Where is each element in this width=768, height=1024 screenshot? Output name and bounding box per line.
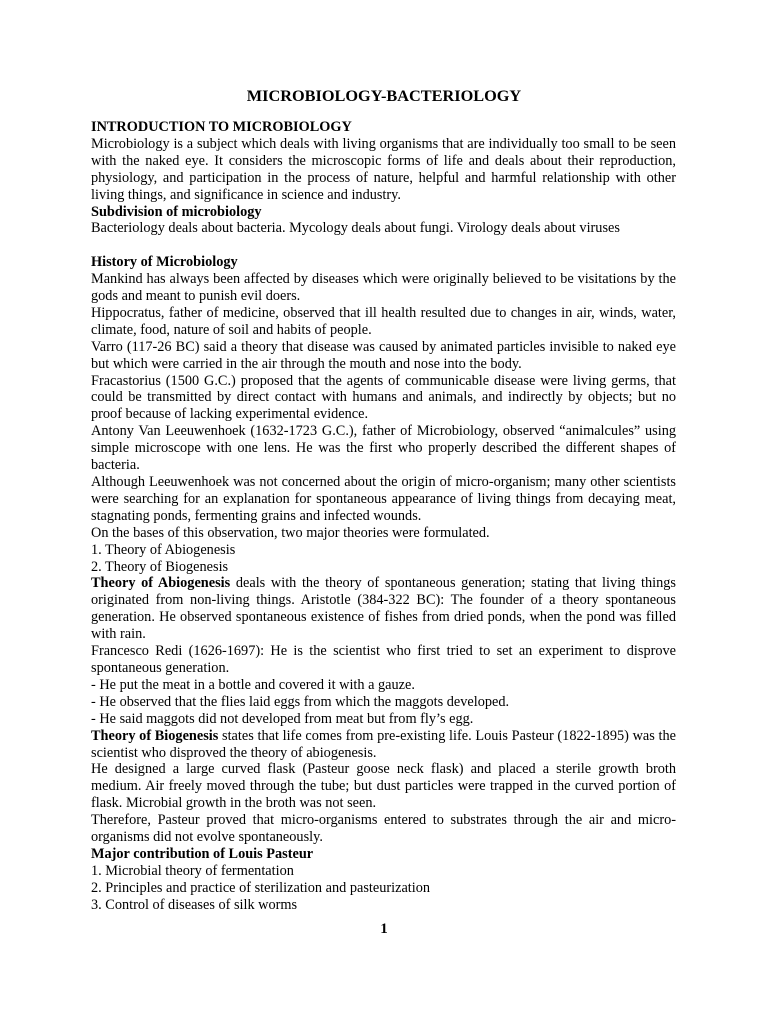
redi-step: - He put the meat in a bottle and covered it with a gauze. [91,676,415,693]
history-paragraph-theories: On the bases of this observation, two major theories were formulated. [91,524,490,541]
biogenesis-text: states that life comes from pre-existing life. Louis Pasteur (1822-1895) was the scientist who disproved the theory of abiogenesis. [91,727,676,761]
page-number: 1 [380,921,388,937]
subdivision-paragraph: Bacteriology deals about bacteria. Mycology deals about fungi. Virology deals about viruses [91,220,620,237]
biogenesis-term: Theory of Biogenesis [91,727,219,744]
history-paragraph-origin: Although Leeuwenhoek was not concerned about the origin of micro-organism; many other scientists were searching for an explanation for spontaneous appearance of living things from decaying meat, stagnating ponds, fermenting grains and infected wounds. [91,474,676,524]
abiogenesis-paragraph [91,575,676,643]
subdivision-heading: Subdivision of microbiology [91,203,262,220]
history-paragraph-hippocratus: Hippocratus, father of medicine, observed that ill health resulted due to changes in air, winds, water, climate, food, nature of soil and habits of people. [91,304,676,338]
redi-paragraph: Francesco Redi (1626-1697): He is the scientist who first tried to set an experiment to disprove spontaneous generation. [91,643,676,676]
contribution-list-item: 2. Principles and practice of sterilization and pasteurization [91,879,431,896]
pasteur-conclusion-paragraph: Therefore, Pasteur proved that micro-organisms entered to substrates through the air and micro-organisms did not evolve spontaneously. [91,812,676,846]
intro-heading: INTRODUCTION TO MICROBIOLOGY [91,119,352,135]
section-spacer [91,237,676,254]
theory-list-item: 1. Theory of Abiogenesis [91,541,236,558]
history-heading: History of Microbiology [91,254,238,271]
contribution-list-item: 3. Control of diseases of silk worms [91,896,298,913]
pasteur-contribution-heading: Major contribution of Louis Pasteur [91,845,314,862]
abiogenesis-term: Theory of Abiogenesis [91,575,231,592]
history-paragraph-fracastorius: Fracastorius (1500 G.C.) proposed that the agents of communicable disease were living germs, that could be transmitted by direct contact with humans and animals, and indirectly by objects; but no proof because of lacking experimental evidence. [91,372,676,423]
document-title: MICROBIOLOGY-BACTERIOLOGY [246,86,522,105]
contribution-list-item: 1. Microbial theory of fermentation [91,862,294,879]
redi-step: - He observed that the flies laid eggs from which the maggots developed. [91,693,510,710]
biogenesis-paragraph [91,728,676,762]
history-paragraph-gods: Mankind has always been affected by diseases which were originally believed to be visitations by the gods and meant to punish evil doers. [91,271,676,305]
document-body [91,119,676,914]
history-paragraph-leeuwenhoek: Antony Van Leeuwenhoek (1632-1723 G.C.), father of Microbiology, observed “animalcules” using simple microscope with one lens. He was the first who properly described the different shapes of bacteria. [91,423,676,474]
intro-paragraph: Microbiology is a subject which deals with living organisms that are individually too small to be seen with the naked eye. It considers the microscopic forms of life and deals about their reproduction, physiology, and participation in the process of nature, helpful and harmful relationship with other living things, and significance in science and industry. [91,135,676,203]
redi-step: - He said maggots did not developed from meat but from fly’s egg. [91,710,474,727]
history-paragraph-varro: Varro (117-26 BC) said a theory that disease was caused by animated particles invisible to naked eye but which were carried in the air through the mouth and nose into the body. [91,338,676,372]
pasteur-flask-paragraph: He designed a large curved flask (Pasteur goose neck flask) and placed a sterile growth broth medium. Air freely moved through the tube; but dust particles were trapped in the curved portion of flask. Microbial growth in the broth was not seen. [91,761,676,812]
theory-list-item: 2. Theory of Biogenesis [91,558,229,575]
abiogenesis-text: deals with the theory of spontaneous generation; stating that living things originated from non-living things. Aristotle (384-322 BC): The founder of a theory spontaneous generation. He observed spontaneous existence of fishes from dried ponds, when the pond was filled with rain. [91,575,676,643]
